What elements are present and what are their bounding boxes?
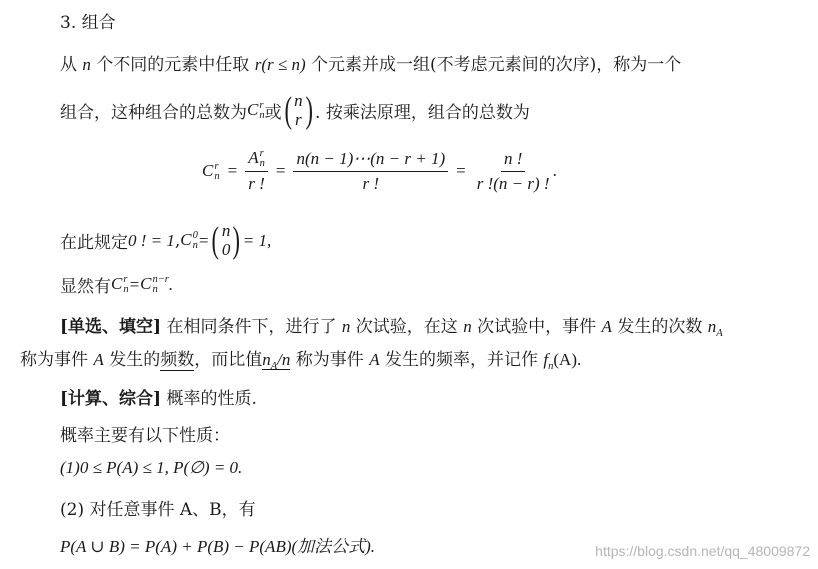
section-heading: 3. 组合 [60, 13, 116, 33]
addition-formula: P(A ∪ B) = P(A) + P(B) − P(AB)(加法公式). [60, 537, 376, 556]
fraction-1: A r n r ! [245, 148, 268, 194]
property-2: (2) 对任意事件 A、B，有 [60, 500, 256, 520]
convention-line: 在此规定 0 ! = 1 , C 0 n = ( n 0 ) = 1, [60, 220, 272, 261]
watermark-url: https://blog.csdn.net/qq_48009872 [595, 543, 810, 559]
formula-lhs: C r n [202, 160, 220, 182]
underlined-term-frequency-count: 频数 [160, 350, 195, 370]
properties-title: [计算、综合] 概率的性质. [60, 389, 257, 409]
frequency-line-2: 称为事件 A 发生的频数，而比值$n_A/n$ 称为事件 A 发生的频率，并记作 $f_n(A)$. [20, 350, 582, 372]
tag-single-choice: [单选、填空] [60, 317, 162, 337]
fraction-2: $\frac{n(n - 1)\cdots(n - r + 1)}{r !}$ [293, 149, 448, 194]
definition-line-2: 组合，这种组合的总数为 C r n 或 ( n r ) . 按乘法原理，组合的总数为 [60, 90, 530, 131]
combination-symbol: C r n [247, 100, 265, 122]
combination-formula: C r n = A r n r ! = $\frac{n(n - 1)\cdots(n - r + 1)}{r !}$ = $\frac{n !}{r !(n - r) !}$ . [202, 148, 557, 194]
underlined-ratio: $n_A/n$ [262, 350, 291, 372]
tag-calculation: [计算、综合] [60, 389, 162, 409]
fraction-3: $\frac{n !}{r !(n - r) !}$ [476, 148, 550, 193]
binomial-n-0: ( n 0 ) [211, 220, 241, 261]
binomial-symbol: ( n r ) [284, 90, 313, 131]
frequency-line-1: [单选、填空] 在相同条件下，进行了 n 次试验，在这 n 次试验中，事件 A 发生的次数 $n_A$ [60, 317, 723, 339]
symmetry-line: 显然有 C r n = C n−r n . [60, 273, 174, 297]
property-1: (1)0 ≤ P(A) ≤ 1, P(∅) = 0. [60, 458, 243, 477]
definition-line-1: 从 n 个不同的元素中任取 r(r ≤ n) 个元素并成一组(不考虑元素间的次序)，称为一个 [60, 55, 682, 75]
properties-intro: 概率主要有以下性质： [60, 426, 230, 446]
